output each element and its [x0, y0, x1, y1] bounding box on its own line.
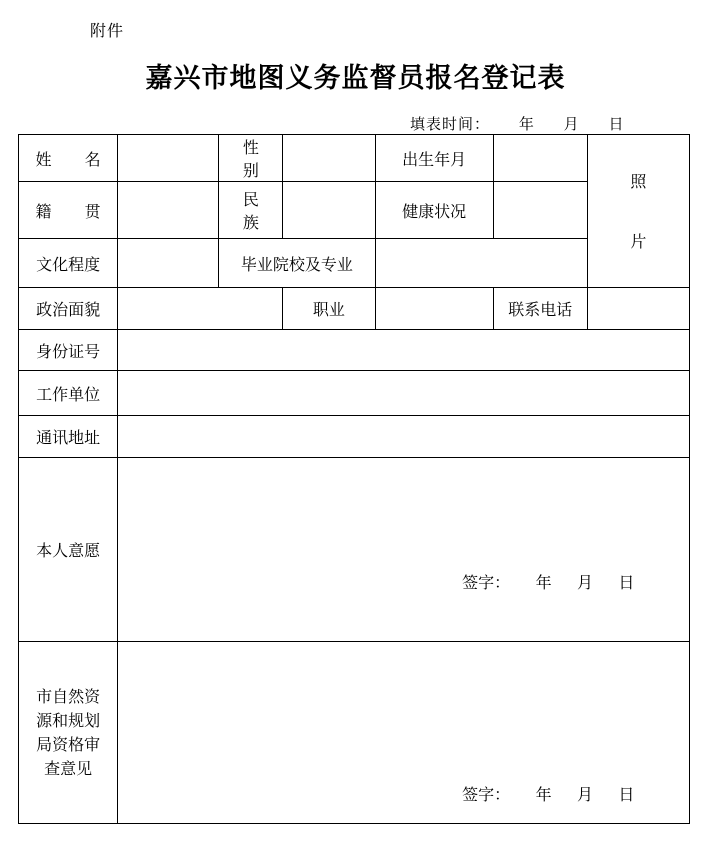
id-number-field[interactable] — [118, 330, 690, 371]
phone-label: 联系电话 — [493, 288, 587, 330]
review-label-line: 局资格审 — [36, 734, 101, 754]
fill-time-line: 填表时间： 年 月 日 — [410, 115, 625, 133]
photo-label-line1: 照 — [630, 172, 647, 191]
review-label-line: 源和规划 — [36, 710, 101, 730]
birth-label: 出生年月 — [375, 135, 493, 182]
health-label: 健康状况 — [375, 182, 493, 239]
native-place-label: 籍 贯 — [19, 182, 118, 239]
photo-label-line2: 片 — [630, 232, 647, 251]
photo-box[interactable] — [587, 135, 689, 288]
intent-label: 本人意愿 — [19, 458, 118, 642]
birth-field[interactable] — [493, 135, 587, 182]
school-major-label: 毕业院校及专业 — [219, 239, 375, 288]
address-label: 通讯地址 — [19, 416, 118, 458]
political-status-label: 政治面貌 — [19, 288, 118, 330]
id-number-label: 身份证号 — [19, 330, 118, 371]
name-field[interactable] — [118, 135, 219, 182]
ethnicity-label: 民 族 — [219, 182, 283, 239]
political-status-field[interactable] — [118, 288, 283, 330]
review-label-line: 查意见 — [44, 758, 93, 778]
intent-signature-line: 签字： 年 月 日 — [462, 573, 635, 592]
employer-field[interactable] — [118, 371, 690, 416]
education-field[interactable] — [118, 239, 219, 288]
row-address — [19, 416, 690, 458]
native-place-field[interactable] — [118, 182, 219, 239]
row-intent — [19, 458, 690, 642]
review-signature-line: 签字： 年 月 日 — [462, 785, 635, 804]
occupation-field[interactable] — [375, 288, 493, 330]
name-label: 姓 名 — [19, 135, 118, 182]
row-basic-info — [19, 135, 690, 182]
school-major-field[interactable] — [375, 239, 587, 288]
intent-field[interactable] — [118, 458, 690, 642]
review-opinion-label — [19, 642, 118, 824]
registration-form-table — [18, 134, 690, 824]
gender-label: 性 别 — [219, 135, 283, 182]
review-opinion-field[interactable] — [118, 642, 690, 824]
employer-label: 工作单位 — [19, 371, 118, 416]
phone-field[interactable] — [587, 288, 689, 330]
row-review — [19, 642, 690, 824]
address-field[interactable] — [118, 416, 690, 458]
gender-field[interactable] — [283, 135, 375, 182]
education-label: 文化程度 — [19, 239, 118, 288]
occupation-label: 职业 — [283, 288, 375, 330]
review-label-line: 市自然资 — [36, 686, 101, 706]
row-employer — [19, 371, 690, 416]
health-field[interactable] — [493, 182, 587, 239]
row-id-number — [19, 330, 690, 371]
row-political — [19, 288, 690, 330]
form-title: 嘉兴市地图义务监督员报名登记表 — [145, 63, 566, 94]
ethnicity-field[interactable] — [283, 182, 375, 239]
attachment-label: 附件 — [90, 21, 125, 40]
